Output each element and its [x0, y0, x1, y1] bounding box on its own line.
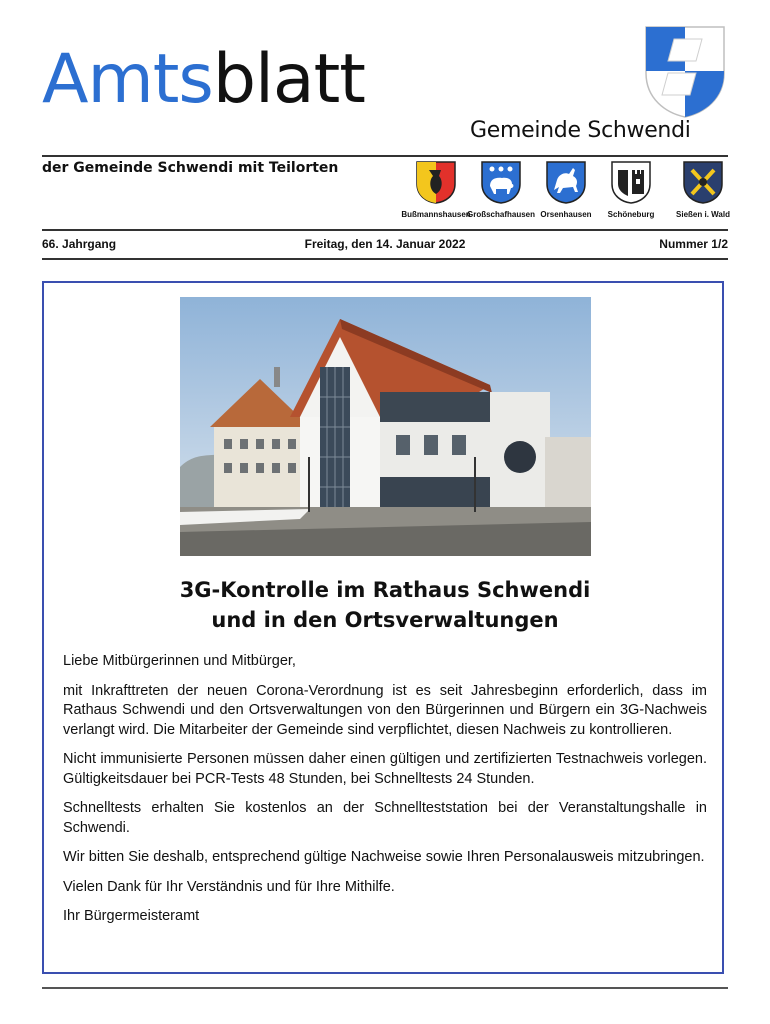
village-name: Orsenhausen	[540, 210, 592, 219]
village-schoeneburg	[596, 160, 666, 219]
masthead-title-part2: blatt	[212, 40, 365, 119]
municipality-name: Gemeinde Schwendi	[470, 118, 691, 143]
salutation: Liebe Mitbürgerinnen und Mitbürger,	[63, 653, 296, 669]
article-headline	[0, 575, 770, 635]
issue-date: Freitag, den 14. Januar 2022	[304, 237, 466, 251]
crest-siessen-icon	[682, 160, 724, 204]
municipal-crest-icon	[644, 25, 726, 119]
village-name: Schöneburg	[607, 210, 655, 219]
body-paragraph: Nicht immunisierte Personen müssen daher einen gültigen und zertifizierten Testnachweis vorlegen. Gültigkeitsdauer bei PCR-Tests 48 Stunden, bei Schnelltests 24 Stunden.	[63, 751, 707, 787]
divider	[42, 155, 728, 157]
divider	[42, 987, 728, 989]
divider	[42, 258, 728, 260]
body-paragraph: mit Inkrafttreten der neuen Corona-Verordnung ist es seit Jahresbeginn erforderlich, dass im Rathaus Schwendi und den Ortsverwaltungen von den Bürgerinnen und Bürgern ein 3G-Nachweis verlangt wird. Die Mitarbeiter der Gemeinde sind verpflichtet, diesen Nachweis zu kontrollieren.	[63, 682, 707, 738]
signature: Ihr Bürgermeisteramt	[63, 908, 200, 924]
crest-orsenhausen-icon	[545, 160, 587, 204]
body-paragraph: Schnelltests erhalten Sie kostenlos an der Schnellteststation bei der Veranstaltungshalle in Schwendi.	[63, 800, 707, 836]
masthead-title	[42, 40, 365, 120]
article-body	[63, 652, 707, 937]
crest-bussmannshausen-icon	[415, 160, 457, 204]
masthead-title-part1: Amts	[42, 40, 213, 119]
village-name: Sießen i. Wald	[676, 210, 730, 219]
headline-line-1: 3G-Kontrolle im Rathaus Schwendi	[179, 578, 591, 602]
crest-grossschafhausen-icon	[480, 160, 522, 204]
village-orsenhausen	[531, 160, 601, 219]
village-bussmannshausen	[401, 160, 471, 219]
divider	[42, 229, 728, 231]
masthead-subtitle: der Gemeinde Schwendi mit Teilorten	[42, 160, 339, 176]
town-hall-photo	[180, 297, 591, 556]
issue-number: Nummer 1/2	[659, 237, 728, 251]
village-siessen	[668, 160, 738, 219]
village-grossschafhausen	[466, 160, 536, 219]
issue-volume: 66. Jahrgang	[42, 237, 117, 251]
crest-schoeneburg-icon	[610, 160, 652, 204]
headline-line-2: und in den Ortsverwaltungen	[211, 608, 559, 632]
body-paragraph: Wir bitten Sie deshalb, entsprechend gültige Nachweise sowie Ihren Personalausweis mitzubringen.	[63, 849, 705, 865]
body-paragraph: Vielen Dank für Ihr Verständnis und für Ihre Mithilfe.	[63, 878, 395, 895]
village-name: Großschafhausen	[466, 210, 535, 219]
village-name: Bußmannshausen	[401, 210, 471, 219]
